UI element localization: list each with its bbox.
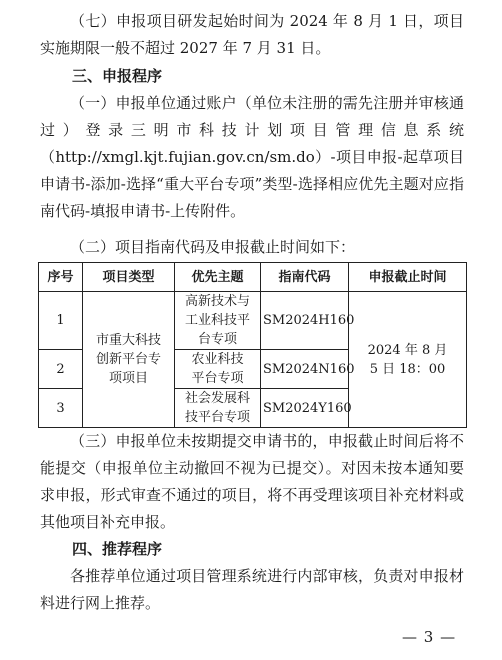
row-index: 1 [39,292,83,350]
paragraph-recommendation: 各推荐单位通过项目管理系统进行内部审核，负责对申报材料进行网上推荐。 [40,567,464,612]
header-index: 序号 [39,263,83,292]
header-project-type: 项目类型 [83,263,175,292]
paragraph-step-2: （二）项目指南代码及申报截止时间如下： [70,238,356,256]
table-row [39,292,467,350]
guide-code-table [38,262,467,428]
guide-code-cell: SM2024H160 [261,292,349,350]
paragraph-step-3: （三）申报单位未按期提交申请书的，申报截止时间后将不能提交（申报单位主动撤回不视为已提交）。对因未按本通知要求申报，形式审查不通过的项目，将不再受理该项目补充材料或其他项目补充申报。 [40,432,464,531]
header-priority-topic: 优先主题 [175,263,261,292]
paragraph-item-7: （七）申报项目研发起始时间为 2024 年 8 月 1 日，项目实施期限一般不超过 2027 年 7 月 31 日。 [40,12,464,57]
row-index: 3 [39,389,83,428]
paragraph-step-1: （一）申报单位通过账户（单位未注册的需先注册并审核通过）登录三明市科技计划项目管理信息系统（http://xmgl.kjt.fujian.gov.cn/sm.do）-项目申报-起草项目申请书-添加-选择“重大平台专项”类型-选择相应优先主题对应指南代码-填报申请书-上传附件。 [40,94,464,220]
header-deadline: 申报截止时间 [349,263,467,292]
priority-topic-cell: 农业科技平台专项 [175,350,261,389]
section-heading-application-procedure: 三、申报程序 [72,67,163,85]
priority-topic-cell: 高新技术与工业科技平台专项 [175,292,261,350]
header-guide-code: 指南代码 [261,263,349,292]
guide-code-cell: SM2024Y160 [261,389,349,428]
table-header-row [39,263,467,292]
priority-topic-cell: 社会发展科技平台专项 [175,389,261,428]
section-heading-recommendation-procedure: 四、推荐程序 [72,540,163,558]
guide-code-cell: SM2024N160 [261,350,349,389]
deadline-cell: 2024 年 8 月 5 日 18：00 [349,292,467,428]
page-number: — 3 — [402,628,457,646]
project-type-cell: 市重大科技创新平台专项项目 [83,292,175,428]
row-index: 2 [39,350,83,389]
